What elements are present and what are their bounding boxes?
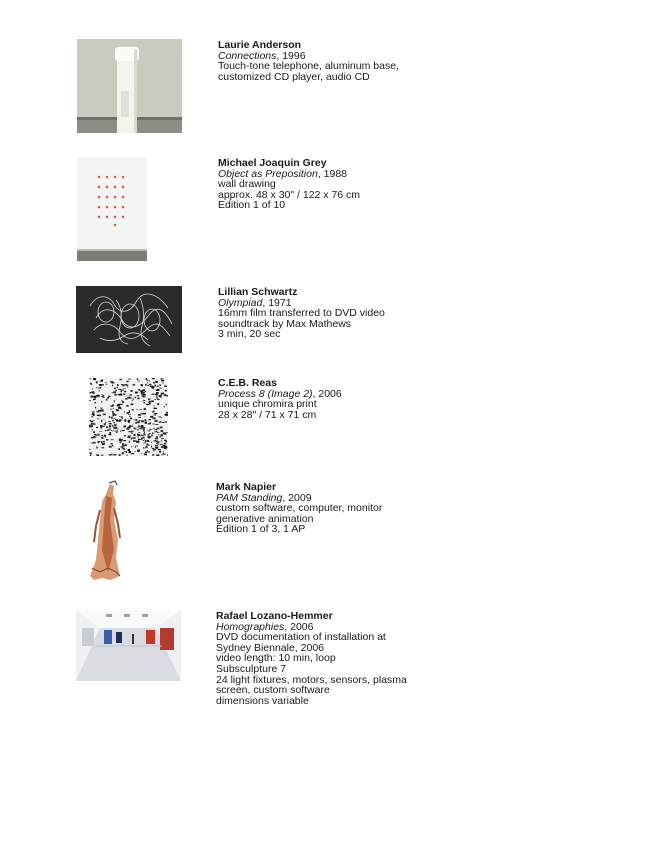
detail-line: 3 min, 20 sec: [218, 328, 281, 341]
artwork-title: Object as Preposition: [218, 167, 318, 180]
detail-line: soundtrack by Max Mathews: [218, 317, 352, 330]
artwork-caption: [218, 378, 342, 420]
artwork-caption: [216, 482, 382, 535]
detail-line: 16mm film transferred to DVD video: [218, 307, 385, 320]
artwork-title: Homographies: [216, 620, 285, 633]
detail-line: Sydney Biennale, 2006: [216, 641, 324, 654]
artwork-year: , 1996: [276, 49, 306, 62]
artwork-image-pam-standing: [80, 480, 132, 584]
artwork-title: PAM Standing: [216, 491, 283, 504]
artwork-image-process-8: [89, 378, 168, 456]
detail-line: custom software, computer, monitor: [216, 502, 383, 515]
detail-line: dimensions variable: [216, 694, 309, 707]
detail-line: screen, custom software: [216, 684, 330, 697]
artwork-caption: [218, 287, 385, 340]
artwork-year: , 2006: [312, 387, 342, 400]
artwork-title: Connections: [218, 49, 277, 62]
artwork-title: Process 8 (Image 2): [218, 387, 313, 400]
artwork-image-object-as-preposition: [77, 157, 147, 261]
detail-line: Edition 1 of 10: [218, 199, 286, 212]
detail-line: customized CD player, audio CD: [218, 70, 370, 83]
artwork-image-homographies: [76, 610, 181, 681]
artist-name: Rafael Lozano-Hemmer: [216, 610, 333, 622]
artwork-year: , 1988: [317, 167, 348, 180]
artist-name: Mark Napier: [216, 481, 277, 493]
detail-line: Touch-tone telephone, aluminum base,: [218, 60, 399, 73]
artwork-year: , 2006: [284, 620, 314, 633]
artwork-title: Olympiad: [218, 296, 263, 309]
detail-line: unique chromira print: [218, 398, 317, 411]
artwork-image-connections: [77, 39, 182, 133]
detail-line: approx. 48 x 30" / 122 x 76 cm: [218, 188, 361, 201]
detail-line: Edition 1 of 3, 1 AP: [216, 523, 306, 536]
detail-line: video length: 10 min, loop: [216, 652, 336, 665]
artist-name: C.E.B. Reas: [218, 377, 277, 389]
detail-line: 28 x 28" / 71 x 71 cm: [218, 408, 317, 421]
detail-line: generative animation: [216, 512, 314, 525]
artwork-year: , 2009: [282, 491, 312, 504]
artist-name: Lillian Schwartz: [218, 286, 298, 298]
detail-line: Subsculpture 7: [216, 662, 287, 675]
artwork-image-olympiad: [76, 286, 182, 353]
artist-name: Michael Joaquin Grey: [218, 157, 327, 169]
artwork-caption: [216, 611, 407, 706]
detail-line: 24 light fixtures, motors, sensors, plasma: [216, 673, 407, 686]
detail-line: wall drawing: [218, 178, 276, 191]
detail-line: DVD documentation of installation at: [216, 631, 386, 644]
artwork-caption: [218, 40, 399, 82]
artwork-caption: [218, 158, 360, 211]
artist-name: Laurie Anderson: [218, 39, 302, 51]
artwork-year: , 1971: [262, 296, 292, 309]
